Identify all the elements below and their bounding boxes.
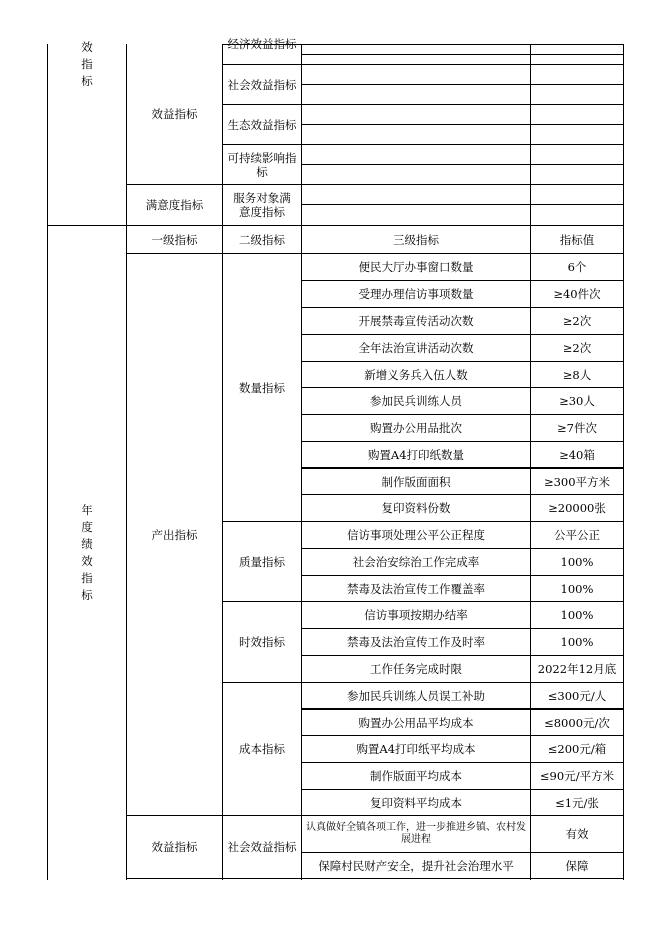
section-label-top [48,34,126,94]
satisfaction-sub: 服务对象满意度指标 [233,191,291,219]
value-cell: ≥300平方米 [543,474,611,489]
indicator-cell: 制作版面平均成本 [370,769,462,783]
indicator-cell: 参加民兵训练人员 [370,394,462,408]
group-timeliness: 时效指标 [239,635,285,649]
value-cell: ≥30人 [559,394,595,408]
grid-line [301,124,624,125]
satisfaction-label: 满意度指标 [145,198,204,212]
indicator-cell: 受理办理信访事项数量 [358,287,474,301]
header-level1: 一级指标 [151,232,198,247]
group-quantity: 数量指标 [239,380,285,395]
header-level2: 二级指标 [239,232,285,247]
group-cost: 成本指标 [239,742,285,756]
indicator-cell: 复印资料平均成本 [370,795,462,810]
benefit-label-top: 效益指标 [151,107,198,121]
grid-line [301,84,624,85]
label-char: 标 [81,73,93,88]
label-char: 度 [81,520,93,534]
indicator-cell: 制作版面面积 [381,474,451,489]
label-char: 标 [81,588,93,602]
value-cell: 保障 [565,858,589,873]
indicator-cell: 购置A4打印纸数量 [367,447,465,462]
indicator-cell: 参加民兵训练人员误工补助 [347,688,485,703]
sub-item-sustainable: 可持续影响指标 [227,150,297,179]
indicator-cell: 复印资料份数 [381,501,451,515]
value-cell: 100% [560,635,594,649]
grid-line [126,878,624,879]
value-cell: ≤200元/箱 [547,742,607,756]
indicator-cell: 保障村民财产安全，提升社会治理水平 [318,858,514,873]
indicator-cell: 新增义务兵入伍人数 [364,367,468,382]
value-cell: 100% [560,608,594,622]
value-cell: 100% [560,555,594,569]
sub-item-social: 社会效益指标 [227,77,297,92]
section-label-annual [48,226,126,880]
value-cell: 100% [560,581,594,596]
header-level3: 三级指标 [393,232,439,247]
indicator-cell: 信访事项按期办结率 [364,608,468,622]
value-cell: ≤90元/平方米 [539,769,615,783]
label-char: 指 [81,571,93,585]
value-cell: ≤1元/张 [555,795,599,810]
value-cell: ≥2次 [562,314,592,328]
indicator-cell: 购置办公用品平均成本 [358,715,474,730]
value-cell: ≥40件次 [553,287,601,301]
indicator-cell: 禁毒及法治宣传工作覆盖率 [347,581,485,596]
benefit-label-annual: 效益指标 [151,840,198,854]
value-cell: ≤8000元/次 [544,715,610,730]
indicator-cell: 禁毒及法治宣传工作及时率 [347,635,485,649]
output-label: 产出指标 [151,527,198,542]
value-cell: 2022年12月底 [537,662,617,676]
value-cell: ≤300元/人 [547,688,607,703]
label-char: 效 [81,39,93,54]
indicator-cell: 便民大厅办事窗口数量 [358,260,474,274]
indicator-cell: 购置办公用品批次 [370,421,462,435]
grid-line [301,164,624,165]
indicator-cell: 认真做好全镇各项工作，进一步推进乡镇、农村发展进程 [306,822,526,845]
value-cell: 公平公正 [554,528,600,542]
label-char: 效 [81,554,93,568]
value-cell: ≥2次 [562,341,592,355]
social-benefit-label: 社会效益指标 [227,840,297,854]
header-value: 指标值 [559,232,595,247]
value-cell: 有效 [565,827,589,841]
value-cell: 6个 [567,260,587,274]
value-cell: ≥20000张 [548,501,606,515]
value-cell: ≥40箱 [559,447,595,462]
grid-line [301,204,624,205]
label-char: 指 [81,56,93,71]
label-char: 绩 [81,537,93,551]
value-cell: ≥8人 [562,367,592,382]
indicator-cell: 信访事项处理公平公正程度 [347,528,485,542]
grid-line [301,54,624,55]
sub-item-economic: 经济效益指标 [227,37,297,51]
indicator-cell: 工作任务完成时限 [370,662,462,676]
indicator-cell: 全年法治宣讲活动次数 [358,341,474,355]
label-char: 年 [81,503,93,517]
sub-item-ecological: 生态效益指标 [227,117,297,132]
grid-line [623,44,624,880]
indicator-cell: 购置A4打印纸平均成本 [356,742,476,756]
indicator-cell: 社会治安综治工作完成率 [352,555,480,569]
value-cell: ≥7件次 [557,421,597,435]
indicator-cell: 开展禁毒宣传活动次数 [358,314,474,328]
group-quality: 质量指标 [239,554,285,569]
